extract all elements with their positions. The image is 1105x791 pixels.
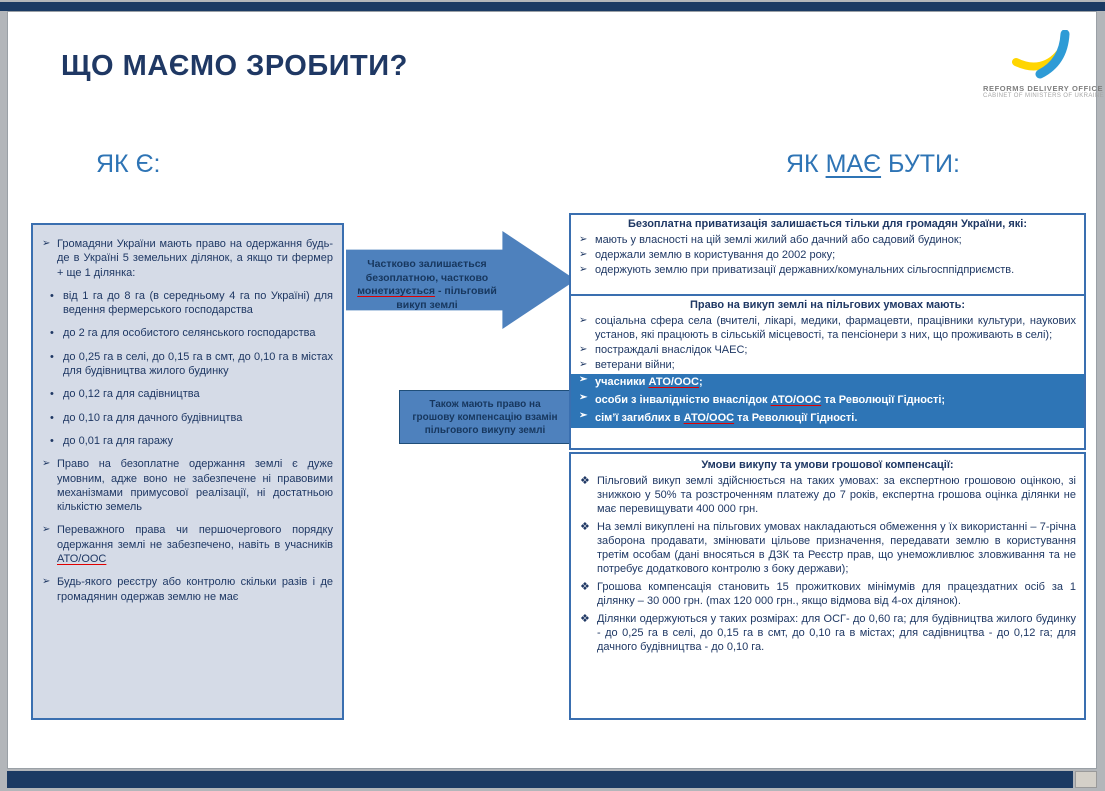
highlighted-list-item <box>571 410 1084 428</box>
arrow-bullet-icon: ➢ <box>42 576 51 588</box>
list-item-text: постраждалі внаслідок ЧАЕС; <box>595 343 748 356</box>
left-sub-list <box>50 289 333 448</box>
free-privatization-box <box>569 213 1086 296</box>
left-para-text: Будь-якого реєстру або контролю скільки разів і де громадянин одержав землю не має <box>57 576 333 603</box>
hl-pre: учасники <box>595 375 649 388</box>
hl-pre: сім’ї загиблих в <box>595 411 684 424</box>
arrow-text-post: - пільговий викуп землі <box>396 285 497 311</box>
list-item-text: Грошова компенсація становить 15 прожиткових мінімумів для працездатних осіб за 1 ділянку – 30 000 грн. (max 120 000 грн., якщо відмова від 4-ох ділянок). <box>597 580 1076 607</box>
list-item-text: до 0,12 га для садівництва <box>63 388 200 401</box>
arrow-bullet-icon: ➢ <box>42 238 51 249</box>
buyout-conditions-box <box>569 452 1086 720</box>
logo-swoosh-icon <box>1010 30 1074 82</box>
spellcheck-term: АТО/ООС <box>770 393 822 406</box>
list-item-text: соціальна сфера села (вчителі, лікарі, медики, фармацевти, працівники культури, наукових установ, які працюють в сільській місцевості, та пенсіонери з них, що проживають в селі); <box>595 314 1076 341</box>
left-intro-item <box>42 237 333 280</box>
hl-pre: особи з інвалідністю внаслідок <box>595 393 771 406</box>
list-item-text: до 0,10 га для дачного будівництва <box>63 411 243 424</box>
left-para-pre: Переважного права чи першочергового порядку одержання землі не забезпечено, навіть в учасників <box>57 524 333 551</box>
highlighted-list-item <box>571 392 1084 410</box>
list-item-text: Пільговий викуп землі здійснюється на таких умовах: за експертною грошовою оцінкою, зі знижкою у 50% та розстроченням платежу до 7 років, експертна грошова оцінка ділянки не має перевищувати 400 000 грн. <box>597 474 1076 515</box>
left-intro-text: Громадяни України мають право на одержання будь-де в Україні 5 земельних ділянок, а якщо ти фермер + ще 1 ділянка: <box>57 238 333 279</box>
arrow-bullet-icon: ➢ <box>579 263 588 275</box>
diamond-bullet-icon: ❖ <box>580 520 590 533</box>
list-item-text: до 2 га для особистого селянського господарства <box>63 327 316 340</box>
heading-to-be-pre: ЯК <box>786 150 826 178</box>
list-item-text: від 1 га до 8 га (в середньому 4 га по Україні) для ведення фермерського господарства <box>63 289 333 317</box>
list-item <box>571 581 1084 613</box>
arrow-bullet-icon: ➢ <box>579 409 588 421</box>
list-item <box>50 434 333 448</box>
dot-bullet-icon: • <box>50 289 54 302</box>
arrow-bullet-icon: ➢ <box>579 314 588 326</box>
heading-to-be-underlined: МАЄ <box>825 150 882 178</box>
spellcheck-term: АТО/ООС <box>683 411 735 424</box>
logo-text-line1: REFORMS DELIVERY OFFICE <box>983 84 1104 93</box>
arrow-bullet-icon: ➢ <box>42 458 51 470</box>
list-item <box>50 350 333 379</box>
list-item <box>50 387 333 401</box>
arrow-text-pre: Частково залишається безоплатною, частково <box>365 258 489 284</box>
left-para-text: Право на безоплатне одержання землі є дуже умовним, адже воно не забезпечене ні правовими механізмами примусової реалізації, ні достатньою кількістю земель <box>57 458 333 514</box>
list-item <box>571 475 1084 521</box>
list-item <box>571 521 1084 581</box>
list-item-text <box>595 376 703 388</box>
transition-arrow-text <box>351 258 503 313</box>
arrow-bullet-icon: ➢ <box>42 524 51 536</box>
list-item-text: до 0,01 га для гаражу <box>63 434 173 447</box>
column-heading-to-be <box>786 150 960 179</box>
list-item <box>571 249 1084 264</box>
spellcheck-term: АТО/ООС <box>57 553 107 566</box>
arrow-bullet-icon: ➢ <box>579 391 588 403</box>
compensation-callout: Також мають право на грошову компенсацію взамін пільгового викупу землі <box>399 390 571 444</box>
dot-bullet-icon: • <box>50 434 54 447</box>
list-item <box>571 264 1084 279</box>
box-header: Право на викуп землі на пільгових умовах мають: <box>689 299 966 311</box>
dot-bullet-icon: • <box>50 411 54 424</box>
list-item <box>50 411 333 425</box>
list-item-text: мають у власності на цій землі жилий або дачний або садовий будинок; <box>595 233 962 246</box>
dot-bullet-icon: • <box>50 350 54 363</box>
reforms-delivery-office-logo <box>983 30 1104 99</box>
left-para-text <box>57 524 333 565</box>
dot-bullet-icon: • <box>50 388 54 401</box>
dot-bullet-icon: • <box>50 327 54 340</box>
left-para-registry <box>42 575 333 604</box>
list-item <box>571 359 1084 374</box>
top-accent-bar <box>0 2 1105 11</box>
spellcheck-term: монетизується <box>357 285 436 298</box>
hl-post: та Революції Гідності; <box>821 393 946 406</box>
slide <box>7 11 1104 769</box>
heading-to-be-post: БУТИ: <box>881 150 960 178</box>
diamond-bullet-icon: ❖ <box>580 612 590 625</box>
list-item-text <box>595 394 945 406</box>
left-para-priority <box>42 523 333 566</box>
column-heading-as-is: ЯК Є: <box>96 150 161 178</box>
bottom-accent-bar <box>7 771 1073 788</box>
hl-post: та Революції Гідності. <box>734 411 858 424</box>
diamond-bullet-icon: ❖ <box>580 580 590 593</box>
highlighted-list-item <box>571 374 1084 392</box>
box-header: Безоплатна приватизація залишається тільки для громадян України, які: <box>628 218 1027 230</box>
diamond-bullet-icon: ❖ <box>580 474 590 487</box>
list-item <box>571 344 1084 359</box>
left-para-conditional-right <box>42 457 333 514</box>
list-item-text: одержали землю в користування до 2002 року; <box>595 248 836 261</box>
arrow-bullet-icon: ➢ <box>579 248 588 260</box>
logo-text-line2: CABINET OF MINISTERS OF UKRAINE <box>983 93 1104 99</box>
slide-title: ЩО МАЄМО ЗРОБИТИ? <box>61 50 408 82</box>
arrow-bullet-icon: ➢ <box>579 343 588 355</box>
transition-arrow <box>346 231 576 329</box>
list-item-text: На землі викуплені на пільгових умовах накладаються обмеження у їх використанні – 7-річна заборона продавати, змінювати цільове призначення, передавати землю в користування третім особам (дані вносяться в ДЗК та Реєстр прав, що унеможливлює зловживання та не потребує додаткового контролю з боку держави); <box>597 520 1076 575</box>
list-item <box>50 289 333 318</box>
box-header: Умови викупу та умови грошової компенсації: <box>701 459 954 471</box>
arrow-bullet-icon: ➢ <box>579 233 588 245</box>
list-item-text: до 0,25 га в селі, до 0,15 га в смт, до 0,10 га в містах для будівництва жилого будинку <box>63 350 333 378</box>
list-item-text: одержують землю при приватизації державних/комунальних сільгосппідприємств. <box>595 263 1015 276</box>
current-state-box <box>31 223 344 720</box>
list-item-text: ветерани війни; <box>595 358 675 371</box>
list-item <box>571 315 1084 344</box>
list-item <box>571 234 1084 249</box>
list-item-text: Ділянки одержуються у таких розмірах: для ОСГ- до 0,60 га; для будівництва жилого будинку - до 0,25 га в селі, до 0,15 га в смт, до 0,10 га в містах; для садівництва - до 0,12 га; для дачного будівництва - до 0,10 га. <box>597 612 1076 653</box>
list-item-text <box>595 412 857 424</box>
spellcheck-term: АТО/ООС <box>648 375 699 388</box>
buyout-eligibility-box <box>569 294 1086 450</box>
scrollbar-corner[interactable] <box>1075 771 1097 788</box>
arrow-bullet-icon: ➢ <box>579 358 588 370</box>
list-item <box>50 326 333 340</box>
hl-post: ; <box>699 375 703 388</box>
arrow-bullet-icon: ➢ <box>579 373 588 385</box>
list-item <box>571 613 1084 659</box>
